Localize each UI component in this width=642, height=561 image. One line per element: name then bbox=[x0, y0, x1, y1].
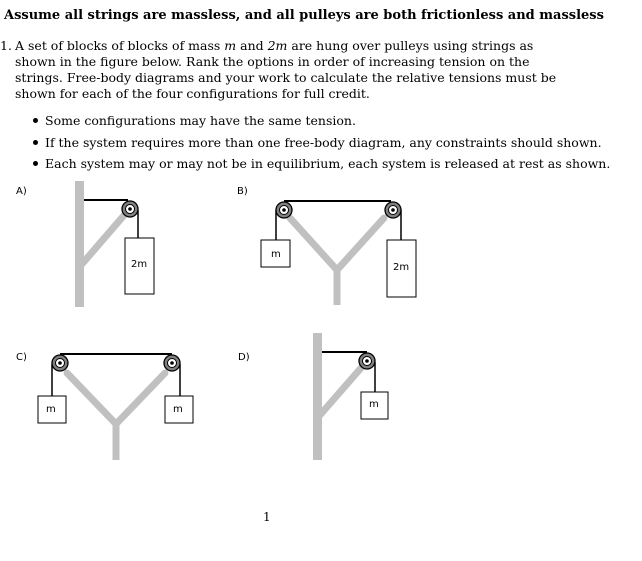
figure-b-label: B) bbox=[237, 186, 248, 197]
support-arm bbox=[320, 368, 361, 415]
figure-b-right-block-label: 2m bbox=[393, 262, 410, 273]
pulley-icon bbox=[52, 355, 68, 371]
pulley-icon bbox=[122, 201, 138, 217]
bullet-item: Each system may or may not be in equilibrium, each system is released at rest as shown. bbox=[33, 153, 610, 175]
figure-d bbox=[313, 333, 388, 460]
figure-a bbox=[75, 181, 154, 307]
wall-support bbox=[313, 333, 322, 460]
support-arm bbox=[67, 373, 116, 424]
support-arm bbox=[116, 373, 165, 424]
figure-a-block-label: 2m bbox=[131, 259, 148, 270]
figure-d-block-label: m bbox=[369, 399, 379, 410]
figure-b-left-block-label: m bbox=[271, 249, 281, 260]
figure-c-left-block-label: m bbox=[46, 404, 56, 415]
figure-a-label: A) bbox=[16, 186, 27, 197]
instructions-heading: Assume all strings are massless, and all pulleys are both frictionless and massless bbox=[4, 8, 604, 23]
support-arm bbox=[290, 218, 337, 270]
support-arm bbox=[337, 218, 384, 270]
figure-d-label: D) bbox=[238, 352, 250, 363]
figure-b bbox=[261, 201, 416, 305]
question-text: A set of blocks of blocks of mass m and 2m are hung over pulleys using strings as shown in the figure below. Rank the options in order of increasing tension on the strings. Free-body diagrams and your work to calculate the relative tensions must be shown for each of the four configurations for full credit. bbox=[15, 38, 557, 101]
pulley-icon bbox=[385, 202, 401, 218]
bullet-item: If the system requires more than one free-body diagram, any constraints should shown. bbox=[33, 132, 610, 154]
pulley-icon bbox=[276, 202, 292, 218]
question-number: 1. bbox=[0, 38, 12, 53]
figure-c-right-block-label: m bbox=[173, 404, 183, 415]
wall-support bbox=[75, 181, 84, 307]
bullet-item: Some configurations may have the same tension. bbox=[33, 110, 610, 132]
page-number: 1 bbox=[263, 510, 271, 524]
figure-c bbox=[38, 354, 193, 460]
pulley-icon bbox=[359, 353, 375, 369]
figure-c-label: C) bbox=[16, 352, 27, 363]
support-arm bbox=[82, 213, 126, 264]
pulley-icon bbox=[164, 355, 180, 371]
